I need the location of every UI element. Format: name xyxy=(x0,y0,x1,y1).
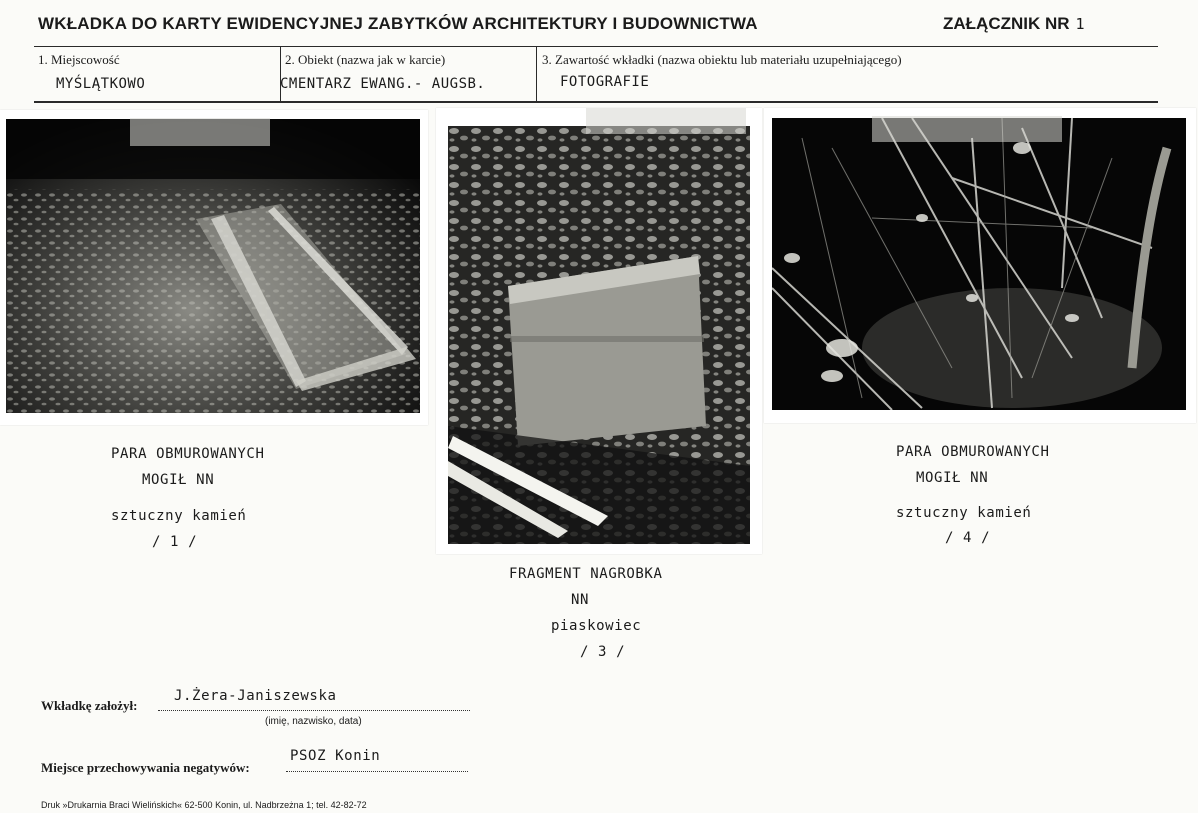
founder-value: J.Żera-Janiszewska xyxy=(174,688,337,704)
caption-3-number: / 4 / xyxy=(945,530,991,546)
contents-value: FOTOGRAFIE xyxy=(560,74,650,90)
caption-3-line-1: PARA OBMUROWANYCH xyxy=(896,444,1050,460)
photo-3 xyxy=(772,118,1186,410)
photo-1-image xyxy=(6,119,420,413)
print-info: Druk »Drukarnia Braci Wielińskich« 62-500 Konin, ul. Nadbrzeżna 1; tel. 42-82-72 xyxy=(41,800,367,810)
attachment-label xyxy=(943,14,1085,34)
caption-3-line-2: MOGIŁ NN xyxy=(916,470,989,486)
tape-strip-3 xyxy=(872,116,1062,142)
photo-1-frame xyxy=(0,110,428,425)
photo-3-image xyxy=(772,118,1186,410)
caption-1-line-3: sztuczny kamień xyxy=(111,508,247,524)
caption-2-line-1: FRAGMENT NAGROBKA xyxy=(509,566,663,582)
photo-2-image xyxy=(448,126,750,544)
tape-strip-2 xyxy=(586,108,746,134)
photo-1 xyxy=(6,119,420,413)
header-rule-bottom xyxy=(34,101,1158,103)
tape-strip-1 xyxy=(130,118,270,146)
caption-1-line-1: PARA OBMUROWANYCH xyxy=(111,446,265,462)
founder-hint: (imię, nazwisko, data) xyxy=(265,716,362,727)
object-label: 2. Obiekt (nazwa jak w karcie) xyxy=(285,52,446,67)
photo-2 xyxy=(448,126,750,544)
attachment-label-text: ZAŁĄCZNIK NR xyxy=(943,14,1070,33)
document-title: WKŁADKA DO KARTY EWIDENCYJNEJ ZABYTKÓW ARCHITEKTURY I BUDOWNICTWA xyxy=(38,14,758,33)
storage-label: Miejsce przechowywania negatywów: xyxy=(41,760,250,775)
caption-1-line-2: MOGIŁ NN xyxy=(142,472,215,488)
header-rule-top xyxy=(34,46,1158,47)
locality-value: MYŚLĄTKOWO xyxy=(56,76,146,92)
caption-1-number: / 1 / xyxy=(152,534,198,550)
caption-2-number: / 3 / xyxy=(580,644,626,660)
photo-2-frame xyxy=(436,108,762,554)
storage-dotted-line xyxy=(286,770,468,772)
object-value: CMENTARZ EWANG.- AUGSB. xyxy=(280,76,486,92)
caption-3-line-3: sztuczny kamień xyxy=(896,505,1032,521)
storage-value: PSOZ Konin xyxy=(290,748,381,764)
attachment-number: 1 xyxy=(1075,15,1085,33)
field-divider-1 xyxy=(280,47,281,102)
photo-3-frame xyxy=(764,108,1196,423)
contents-label: 3. Zawartość wkładki (nazwa obiektu lub materiału uzupełniającego) xyxy=(542,52,902,67)
caption-2-line-2: NN xyxy=(571,592,590,608)
field-divider-2 xyxy=(536,47,537,102)
founder-dotted-line xyxy=(158,709,470,711)
founder-label: Wkładkę założył: xyxy=(41,698,138,713)
locality-label: 1. Miejscowość xyxy=(38,52,120,67)
caption-2-line-3: piaskowiec xyxy=(551,618,642,634)
